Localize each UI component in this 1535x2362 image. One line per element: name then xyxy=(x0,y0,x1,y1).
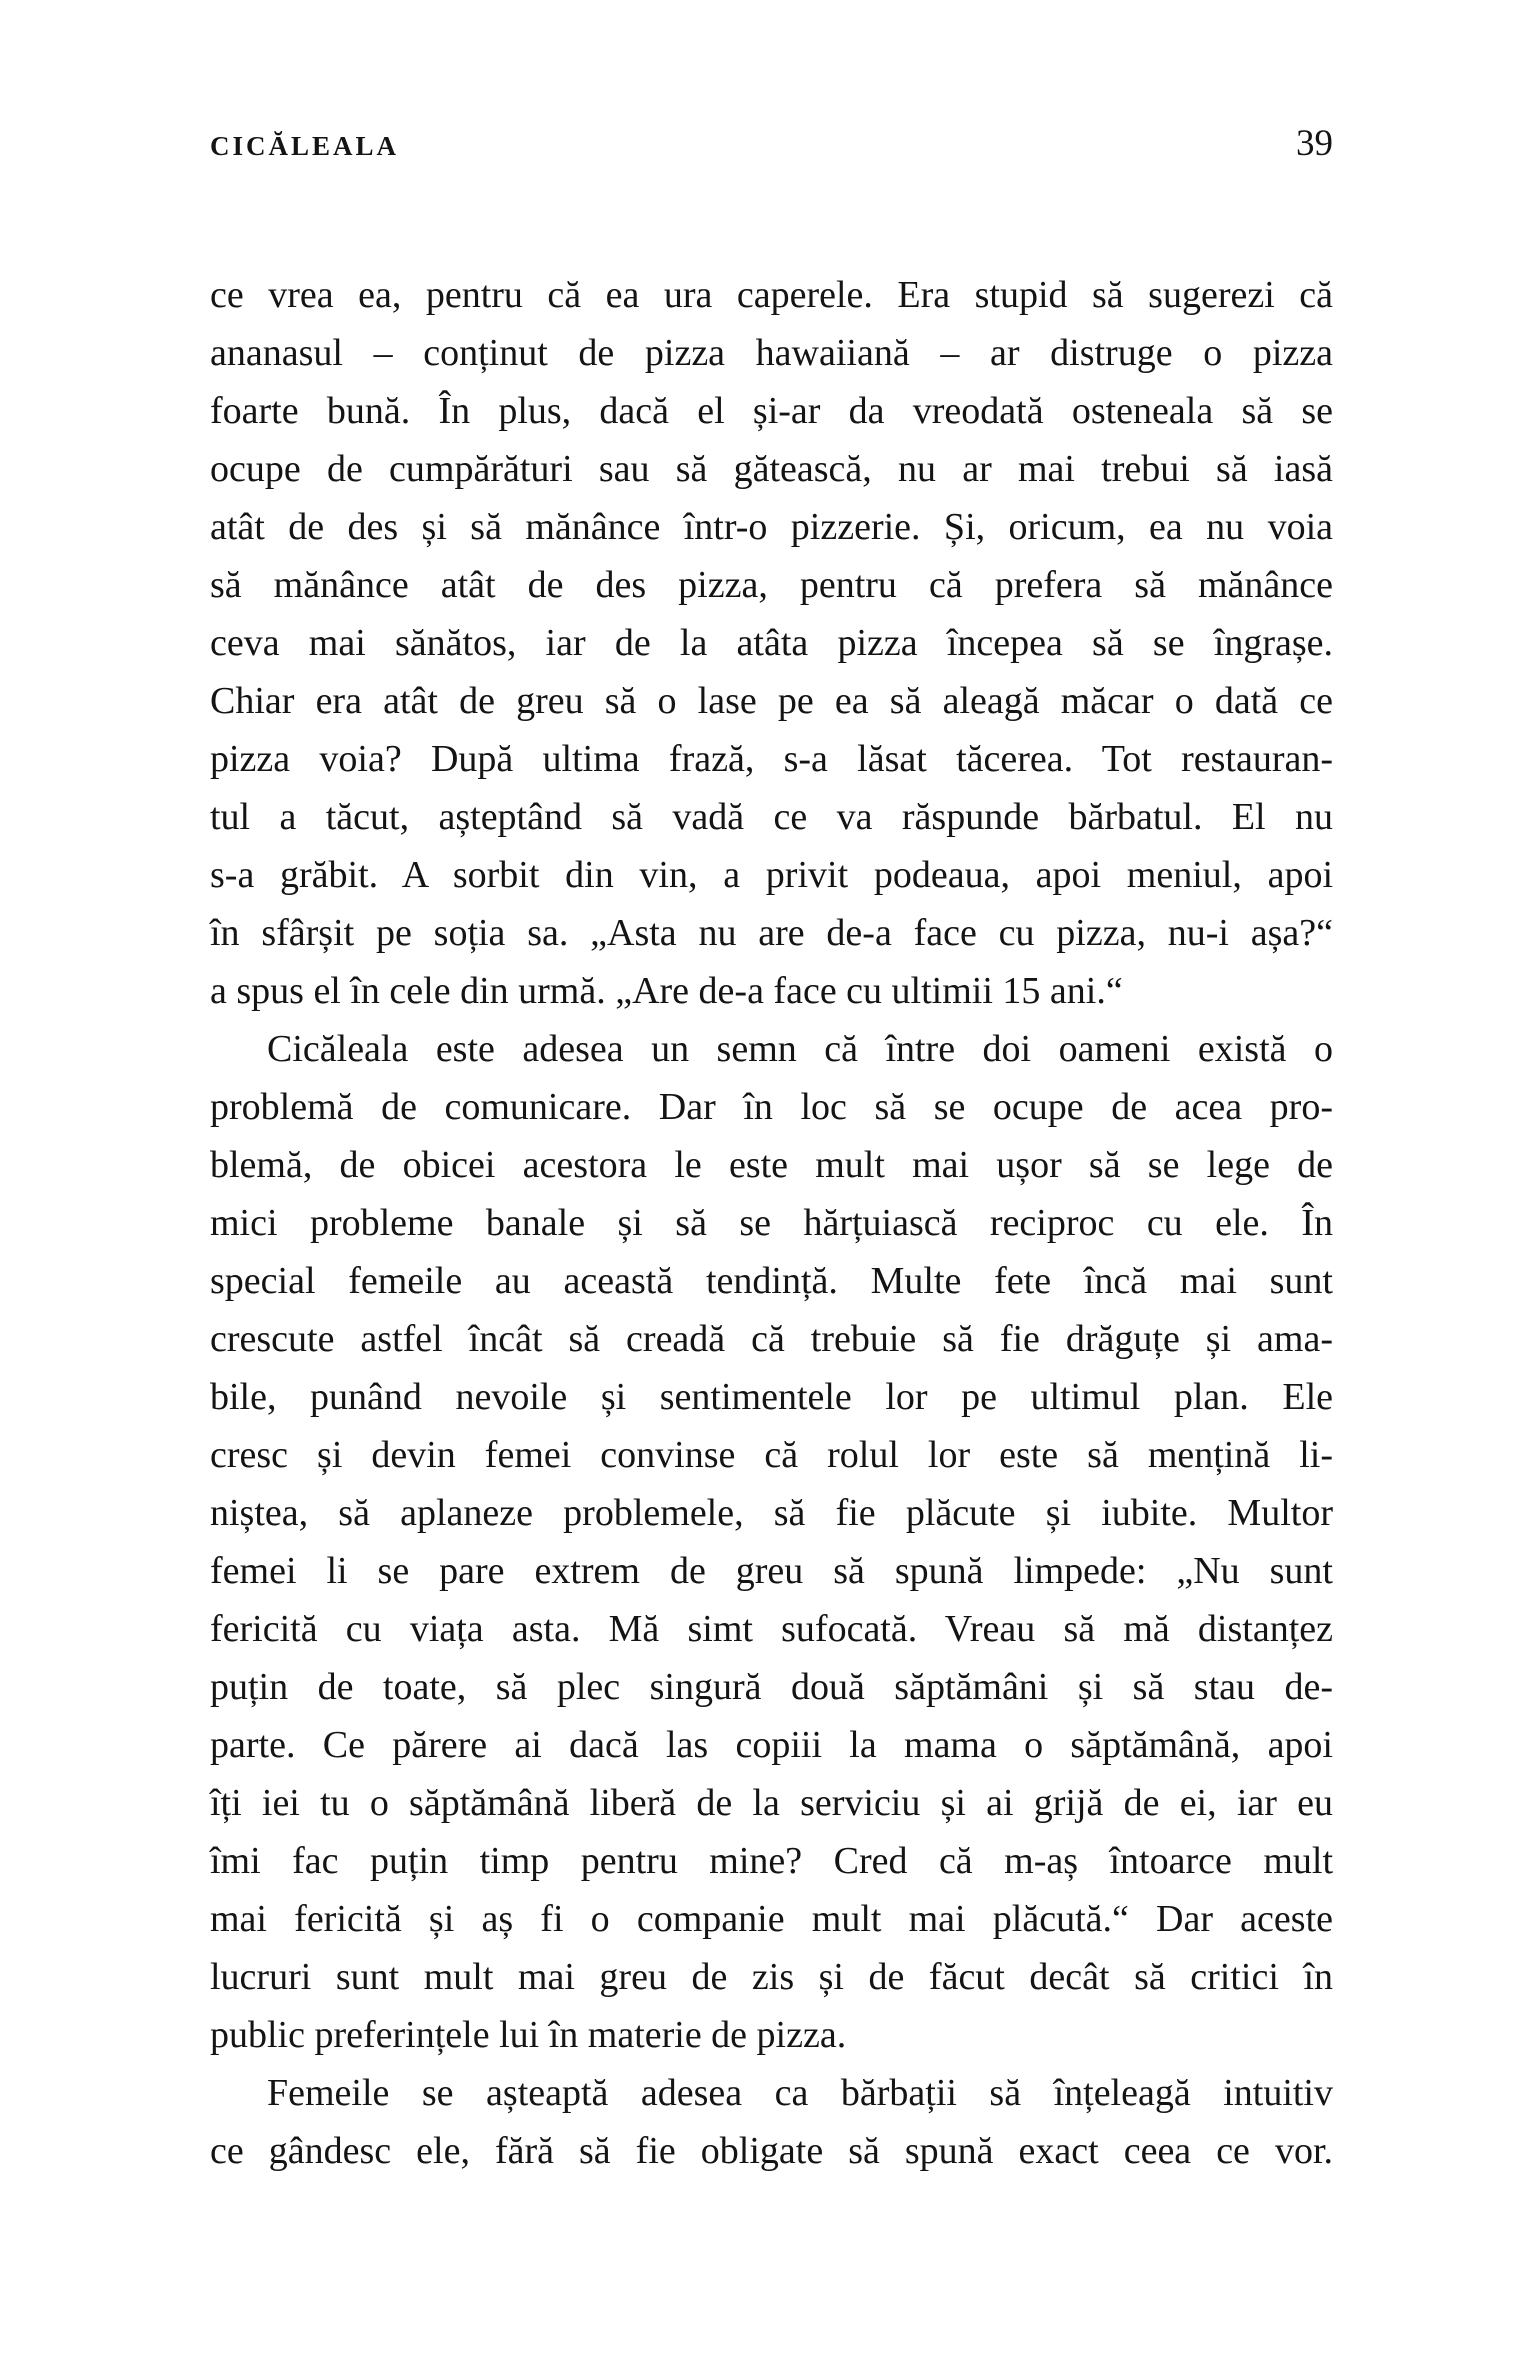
text-line-content: îmi fac puțin timp pentru mine? Cred că m-aș întoarce mult xyxy=(210,1840,1333,1882)
text-line xyxy=(210,1078,1333,1136)
text-line-content: atât de des și să mănânce într-o pizzerie. Și, oricum, ea nu voia xyxy=(210,506,1333,548)
text-line-content: îți iei tu o săptămână liberă de la serviciu și ai grijă de ei, iar eu xyxy=(210,1782,1333,1824)
text-line xyxy=(210,904,1333,962)
page-header xyxy=(210,122,1333,165)
text-line xyxy=(210,1716,1333,1774)
text-line xyxy=(210,788,1333,846)
text-line xyxy=(210,440,1333,498)
text-line xyxy=(210,266,1333,324)
text-line xyxy=(210,1890,1333,1948)
text-line xyxy=(210,556,1333,614)
text-line xyxy=(210,2122,1333,2180)
page-number: 39 xyxy=(1296,123,1333,164)
body-text xyxy=(210,266,1333,2180)
text-line xyxy=(210,730,1333,788)
text-line xyxy=(210,614,1333,672)
text-line xyxy=(210,1368,1333,1426)
text-line xyxy=(210,1542,1333,1600)
text-line xyxy=(210,962,1333,1020)
text-line xyxy=(210,672,1333,730)
text-line-content: cresc și devin femei convinse că rolul lor este să mențină li- xyxy=(210,1434,1333,1476)
text-line-content: crescute astfel încât să creadă că trebuie să fie drăguțe și ama- xyxy=(210,1318,1333,1360)
text-line-content: femei li se pare extrem de greu să spună limpede: „Nu sunt xyxy=(210,1550,1333,1592)
text-line xyxy=(210,1020,1333,1078)
text-line xyxy=(210,2006,1333,2064)
text-line xyxy=(210,1774,1333,1832)
text-line-content: mai fericită și aș fi o companie mult mai plăcută.“ Dar aceste xyxy=(210,1898,1333,1940)
text-line xyxy=(210,1658,1333,1716)
text-line xyxy=(210,1600,1333,1658)
text-line xyxy=(210,1484,1333,1542)
text-line-content: puțin de toate, să plec singură două săptămâni și să stau de- xyxy=(210,1666,1333,1708)
text-line-content: parte. Ce părere ai dacă las copiii la mama o săptămână, apoi xyxy=(210,1724,1333,1766)
text-line-content: lucruri sunt mult mai greu de zis și de făcut decât să critici în xyxy=(210,1956,1333,1998)
text-line-content: blemă, de obicei acestora le este mult mai ușor să se lege de xyxy=(210,1144,1333,1186)
text-line-content: ce vrea ea, pentru că ea ura caperele. Era stupid să sugerezi că xyxy=(210,274,1333,316)
text-line-content: ce gândesc ele, fără să fie obligate să spună exact ceea ce vor. xyxy=(210,2130,1333,2172)
text-line xyxy=(210,2064,1333,2122)
text-line xyxy=(210,382,1333,440)
text-line-content: public preferințele lui în materie de pizza. xyxy=(210,2014,847,2056)
text-line xyxy=(210,1832,1333,1890)
text-line xyxy=(210,1310,1333,1368)
text-line-content: mici probleme banale și să se hărțuiască reciproc cu ele. În xyxy=(210,1202,1333,1244)
text-line-content: pizza voia? După ultima frază, s-a lăsat tăcerea. Tot restauran- xyxy=(210,738,1333,780)
text-line-content: s-a grăbit. A sorbit din vin, a privit podeaua, apoi meniul, apoi xyxy=(210,854,1333,896)
text-line-content: problemă de comunicare. Dar în loc să se ocupe de acea pro- xyxy=(210,1086,1333,1128)
text-line xyxy=(210,324,1333,382)
text-line-content: în sfârșit pe soția sa. „Asta nu are de-a face cu pizza, nu-i așa?“ xyxy=(210,912,1333,954)
running-title: CICĂLEALA xyxy=(210,131,400,161)
text-line-content: să mănânce atât de des pizza, pentru că prefera să mănânce xyxy=(210,564,1333,606)
text-line-content: tul a tăcut, așteptând să vadă ce va răspunde bărbatul. El nu xyxy=(210,796,1333,838)
text-line-content: a spus el în cele din urmă. „Are de-a face cu ultimii 15 ani.“ xyxy=(210,970,1123,1012)
text-line-content: special femeile au această tendință. Multe fete încă mai sunt xyxy=(210,1260,1333,1302)
text-line xyxy=(210,1194,1333,1252)
text-line xyxy=(210,1948,1333,2006)
text-line-content: Chiar era atât de greu să o lase pe ea să aleagă măcar o dată ce xyxy=(210,680,1333,722)
text-line-content: ocupe de cumpărături sau să gătească, nu ar mai trebui să iasă xyxy=(210,448,1333,490)
text-line-content: Cicăleala este adesea un semn că între doi oameni există o xyxy=(267,1028,1333,1070)
text-line xyxy=(210,498,1333,556)
text-line-content: ceva mai sănătos, iar de la atâta pizza începea să se îngrașe. xyxy=(210,622,1333,664)
text-line-content: ananasul – conținut de pizza hawaiiană – ar distruge o pizza xyxy=(210,332,1333,374)
text-line-content: bile, punând nevoile și sentimentele lor pe ultimul plan. Ele xyxy=(210,1376,1333,1418)
text-line-content: niștea, să aplaneze problemele, să fie plăcute și iubite. Multor xyxy=(210,1492,1333,1534)
text-line xyxy=(210,1426,1333,1484)
text-line xyxy=(210,846,1333,904)
text-line-content: foarte bună. În plus, dacă el și-ar da vreodată osteneala să se xyxy=(210,390,1333,432)
text-line-content: fericită cu viața asta. Mă simt sufocată. Vreau să mă distanțez xyxy=(210,1608,1333,1650)
text-line-content: Femeile se așteaptă adesea ca bărbații să înțeleagă intuitiv xyxy=(267,2072,1333,2114)
text-line xyxy=(210,1252,1333,1310)
text-line xyxy=(210,1136,1333,1194)
